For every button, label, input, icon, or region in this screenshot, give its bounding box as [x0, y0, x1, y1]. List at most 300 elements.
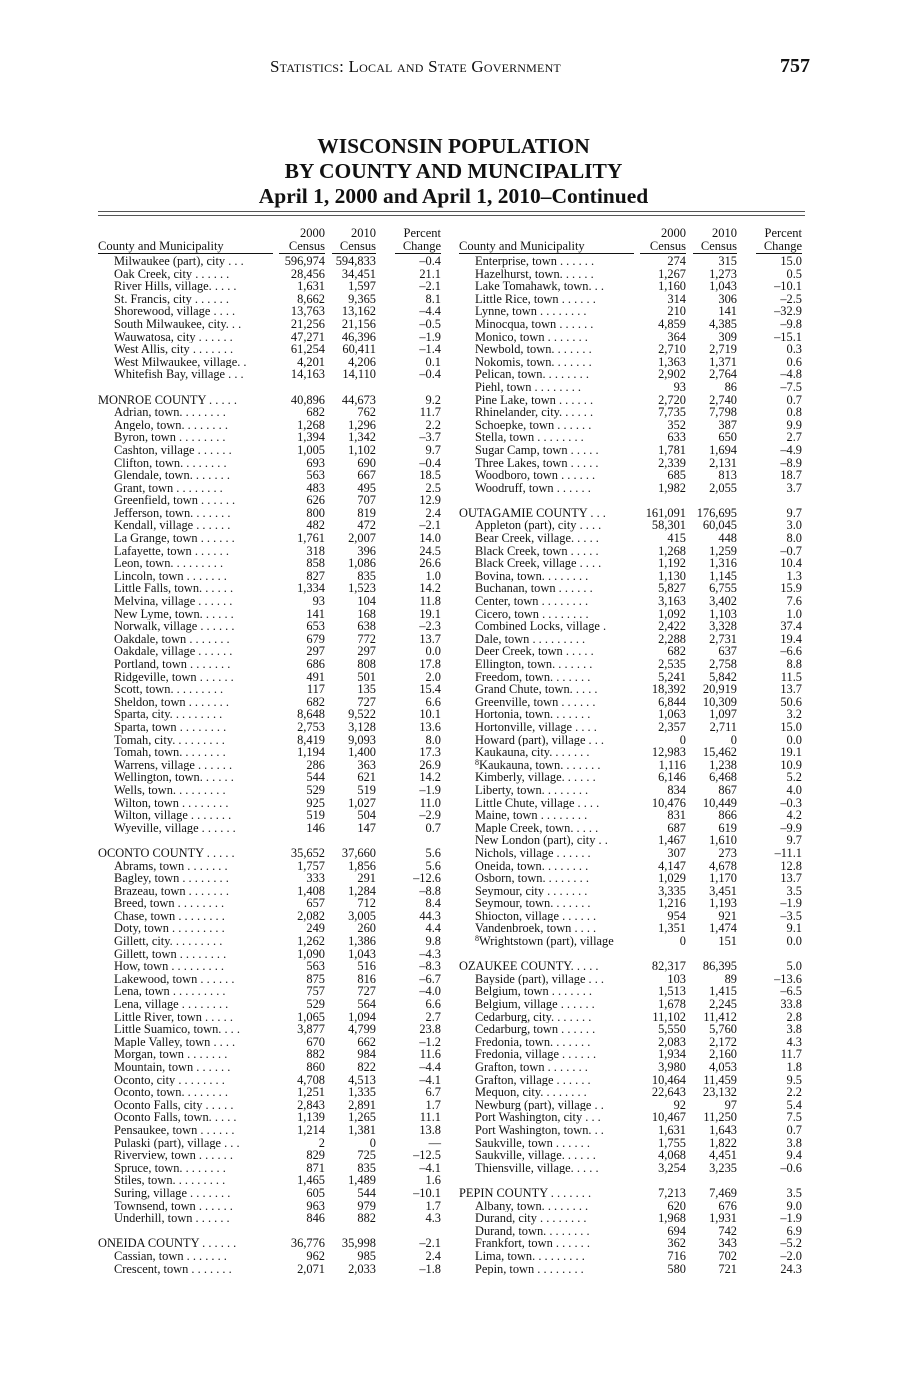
census-2000-cell: 563: [306, 959, 325, 974]
table-spacer: [98, 381, 443, 394]
name-text: Wauwatosa, city . . . . . .: [114, 330, 233, 344]
percent-change-cell: 9.1: [786, 921, 802, 936]
table-row: [459, 645, 804, 658]
census-2010-cell: 1,822: [709, 1135, 737, 1150]
census-2010-cell: 104: [357, 594, 376, 609]
census-2000-cell: 0: [679, 732, 686, 747]
percent-change-cell: 2.2: [786, 1085, 802, 1100]
census-2000-cell: 1,005: [297, 442, 325, 457]
census-2000-cell: 2,902: [658, 367, 686, 382]
census-2000-cell: 5,827: [658, 581, 686, 596]
census-2010-cell: 1,296: [348, 417, 376, 432]
name-text: West Milwaukee, village. .: [114, 355, 247, 369]
census-2000-cell: 563: [306, 468, 325, 483]
census-2000-cell: 1,968: [658, 1211, 686, 1226]
municipality-name: [459, 822, 634, 835]
census-2010-cell: 676: [718, 1198, 737, 1213]
census-2010-cell: 1,238: [709, 757, 737, 772]
census-2000-cell: 682: [667, 644, 686, 659]
municipality-name: [459, 784, 634, 797]
percent-change-cell: –9.8: [780, 316, 802, 331]
table-row: [98, 1124, 443, 1137]
percent-change-cell: –8.8: [419, 883, 441, 898]
municipality-name: [459, 1061, 634, 1074]
municipality-name: [98, 1149, 273, 1162]
municipality-name: [459, 368, 634, 381]
municipality-name: [459, 847, 634, 860]
name-text: Milwaukee (part), city . . .: [114, 255, 244, 268]
percent-change-cell: 9.2: [425, 392, 441, 407]
percent-change-cell: 6.6: [425, 997, 441, 1012]
census-2010-cell: 2,245: [709, 997, 737, 1012]
percent-change-cell: 17.3: [419, 745, 441, 760]
name-text: Seymour, town. . . . . . .: [475, 897, 591, 910]
municipality-name: [98, 809, 273, 822]
census-2000-cell: 1,334: [297, 581, 325, 596]
table-row: [98, 255, 443, 268]
table-row: [459, 922, 804, 935]
municipality-name: [98, 494, 273, 507]
table-row: [98, 797, 443, 810]
name-text: Little Chute, village . . . .: [475, 796, 600, 810]
census-2010-cell: 1,381: [348, 1122, 376, 1137]
percent-change-cell: 5.0: [786, 959, 802, 974]
table-row: [459, 1086, 804, 1099]
municipality-name: [98, 1250, 273, 1263]
name-text: Maple Creek, town. . . . .: [475, 821, 599, 835]
percent-change-cell: 9.4: [786, 1148, 802, 1163]
percent-change-cell: 9.8: [425, 934, 441, 949]
municipality-name: [98, 293, 273, 306]
census-2010-cell: 3,235: [709, 1160, 737, 1175]
table-row: [98, 633, 443, 646]
census-2010-cell: 1,284: [348, 883, 376, 898]
county-name: [459, 507, 634, 520]
municipality-name: [459, 620, 634, 633]
census-2010-cell: 7,798: [709, 405, 737, 420]
municipality-name: [459, 419, 634, 432]
census-2000-cell: 36,776: [290, 1236, 325, 1251]
percent-change-cell: –1.4: [419, 342, 441, 357]
table-row: [459, 1263, 804, 1276]
percent-change-cell: 23.8: [419, 1022, 441, 1037]
census-2000-cell: 529: [306, 997, 325, 1012]
census-2010-cell: 762: [357, 405, 376, 420]
name-text: Pensaukee, town . . . . . .: [114, 1123, 235, 1137]
name-text: Hortonville, village . . . .: [475, 720, 597, 734]
municipality-name: [459, 897, 634, 910]
percent-change-cell: –1.8: [419, 1261, 441, 1276]
census-2000-cell: 846: [306, 1211, 325, 1226]
percent-change-cell: 26.9: [419, 757, 441, 772]
census-2010-cell: 176,695: [696, 505, 737, 520]
census-2000-cell: 2,339: [658, 455, 686, 470]
name-text: Pine Lake, town . . . . . .: [475, 393, 594, 407]
table-rows-left: [98, 255, 443, 1275]
percent-change-cell: 13.8: [419, 1122, 441, 1137]
census-2010-cell: 867: [718, 782, 737, 797]
municipality-name: [98, 532, 273, 545]
name-text: Jefferson, town. . . . . . .: [114, 506, 231, 520]
census-2000-cell: 483: [306, 480, 325, 495]
name-text: St. Francis, city . . . . . .: [114, 292, 229, 306]
name-text: Cassian, town . . . . . . .: [114, 1249, 227, 1263]
table-rows-right: [459, 255, 804, 1275]
census-2010-cell: 9,522: [348, 707, 376, 722]
municipality-name: [98, 985, 273, 998]
table-row: [459, 998, 804, 1011]
name-text: South Milwaukee, city. . .: [114, 317, 242, 331]
percent-change-cell: –6.7: [419, 971, 441, 986]
census-2010-cell: 2,131: [709, 455, 737, 470]
percent-change-cell: –2.0: [780, 1248, 802, 1263]
census-2010-cell: 1,259: [709, 543, 737, 558]
census-2010-cell: 835: [357, 1160, 376, 1175]
municipality-name: [459, 582, 634, 595]
table-row: [459, 620, 804, 633]
table-row: [459, 822, 804, 835]
census-2010-cell: 3,328: [709, 619, 737, 634]
percent-change-cell: 12.9: [419, 493, 441, 508]
census-2010-cell: 1,931: [709, 1211, 737, 1226]
census-2000-cell: 1,194: [297, 745, 325, 760]
census-2010-cell: 291: [357, 871, 376, 886]
municipality-name: [459, 482, 634, 495]
percent-change-cell: –12.6: [413, 871, 441, 886]
municipality-name: [98, 305, 273, 318]
percent-change-cell: 7.6: [786, 594, 802, 609]
municipality-name: [459, 595, 634, 608]
census-2010-cell: 135: [357, 682, 376, 697]
name-text: Grafton, village . . . . . .: [475, 1073, 591, 1087]
county-row: [98, 1237, 443, 1250]
table-row: [98, 419, 443, 432]
county-row: [459, 507, 804, 520]
municipality-name: [98, 331, 273, 344]
census-2000-cell: 3,254: [658, 1160, 686, 1175]
name-text: OCONTO COUNTY . . . . .: [98, 846, 235, 860]
name-text: Oconto, city . . . . . . . .: [114, 1073, 225, 1087]
municipality-name: [459, 1111, 634, 1124]
table-row: [459, 1237, 804, 1250]
percent-change-cell: –0.3: [780, 795, 802, 810]
percent-change-cell: 14.2: [419, 581, 441, 596]
table-row: [459, 834, 804, 847]
municipality-name: [459, 1149, 634, 1162]
municipality-name: [459, 1011, 634, 1024]
table-row: [459, 1250, 804, 1263]
percent-change-cell: 19.1: [780, 745, 802, 760]
census-2000-cell: 1,130: [658, 568, 686, 583]
census-2010-cell: 984: [357, 1047, 376, 1062]
municipality-name: [459, 1086, 634, 1099]
census-2010-cell: 309: [718, 329, 737, 344]
percent-change-cell: 0.0: [786, 732, 802, 747]
table-row: [459, 444, 804, 457]
census-2000-cell: 1,267: [658, 266, 686, 281]
census-2000-cell: 685: [667, 468, 686, 483]
census-2010-cell: 2,758: [709, 657, 737, 671]
name-text: Bagley, town . . . . . . . .: [114, 872, 229, 885]
census-2000-cell: 529: [306, 782, 325, 797]
census-2000-cell: 61,254: [290, 342, 325, 357]
name-text: Norwalk, village . . . . . .: [114, 620, 235, 633]
name-text: Melvina, village . . . . . .: [114, 595, 233, 608]
percent-change-cell: –32.9: [774, 304, 802, 319]
census-2000-cell: 364: [667, 329, 686, 344]
municipality-name: [459, 696, 634, 709]
census-2000-cell: 103: [667, 971, 686, 986]
name-text: Rhinelander, city. . . . . .: [475, 406, 594, 419]
table-row: [459, 469, 804, 482]
census-2010-cell: 662: [357, 1034, 376, 1049]
municipality-name: [459, 1048, 634, 1061]
municipality-name: [98, 255, 273, 268]
municipality-name: [98, 557, 273, 570]
table-row: [459, 1225, 804, 1238]
percent-change-cell: 37.4: [780, 619, 802, 634]
name-text: Black Creek, town . . . . .: [475, 544, 599, 558]
name-text: Saukville, village. . . . . .: [475, 1149, 596, 1162]
census-2010-cell: 882: [357, 1211, 376, 1226]
table-row: [98, 897, 443, 910]
percent-change-cell: 9.7: [425, 442, 441, 457]
table-row: [459, 1023, 804, 1036]
percent-change-cell: 24.5: [419, 543, 441, 558]
census-2000-cell: 2,288: [658, 631, 686, 646]
name-text: Pulaski (part), village . . .: [114, 1136, 240, 1150]
census-2010-cell: 60,411: [342, 342, 376, 357]
column-header-2000: 2000 Census: [640, 227, 686, 254]
census-2010-cell: 1,027: [348, 795, 376, 810]
census-2010-cell: 7,469: [709, 1185, 737, 1200]
title-rule-double: [98, 215, 805, 216]
percent-change-cell: 15.0: [780, 254, 802, 268]
municipality-name: [459, 809, 634, 822]
name-text: Angelo, town. . . . . . . .: [114, 418, 228, 432]
census-2010-cell: 11,412: [703, 1009, 737, 1024]
name-text: MONROE COUNTY . . . . .: [98, 393, 237, 407]
census-2000-cell: 679: [306, 631, 325, 646]
municipality-name: [459, 406, 634, 419]
census-2010-cell: 396: [357, 543, 376, 558]
census-2000-cell: 22,643: [651, 1085, 686, 1100]
municipality-name: [98, 960, 273, 973]
census-2010-cell: 6,755: [709, 581, 737, 596]
census-2010-cell: 1,342: [348, 430, 376, 445]
census-2010-cell: 151: [718, 934, 737, 949]
county-name: [98, 394, 273, 407]
percent-change-cell: –4.9: [780, 442, 802, 457]
municipality-name: [459, 1250, 634, 1263]
percent-change-cell: –0.4: [419, 455, 441, 470]
municipality-name: [98, 973, 273, 986]
municipality-name: [459, 570, 634, 583]
table-row: [459, 419, 804, 432]
census-2000-cell: 8,662: [297, 291, 325, 306]
census-2000-cell: 834: [667, 782, 686, 797]
name-text: Appleton (part), city . . . .: [475, 519, 602, 533]
name-text: Oconto, town. . . . . . . .: [114, 1086, 228, 1099]
census-2000-cell: 6,146: [658, 770, 686, 785]
table-row: [459, 406, 804, 419]
percent-change-cell: 5.2: [786, 770, 802, 785]
name-text: Durand, city . . . . . . . .: [475, 1212, 587, 1225]
census-2000-cell: 827: [306, 568, 325, 583]
name-text: Wellington, town. . . . . .: [114, 771, 234, 784]
percent-change-cell: 11.8: [419, 594, 441, 609]
percent-change-cell: 0.6: [786, 354, 802, 369]
census-2000-cell: 860: [306, 1060, 325, 1074]
census-2000-cell: 800: [306, 505, 325, 520]
table-header: [98, 228, 443, 254]
table-row: [98, 532, 443, 545]
census-2000-cell: 8,648: [297, 707, 325, 722]
percent-change-cell: 13.7: [419, 631, 441, 646]
census-2000-cell: 3,335: [658, 883, 686, 898]
census-2010-cell: 1,265: [348, 1110, 376, 1125]
table-row: [459, 431, 804, 444]
census-2010-cell: 3,128: [348, 719, 376, 734]
name-text: ONEIDA COUNTY . . . . . .: [98, 1237, 237, 1250]
name-text: Kaukauna, town. . . . . . .: [479, 758, 601, 772]
census-2010-cell: 1,597: [348, 279, 376, 294]
table-row: [459, 1061, 804, 1074]
column-header-name: County and Municipality: [98, 240, 273, 254]
census-2000-cell: 6,844: [658, 694, 686, 709]
percent-change-cell: –3.5: [780, 908, 802, 923]
census-2010-cell: 0: [730, 732, 737, 747]
name-text: Underhill, town . . . . . .: [114, 1212, 230, 1225]
census-2000-cell: 4,859: [658, 316, 686, 331]
name-text: Fredonia, town. . . . . . .: [475, 1035, 591, 1049]
title-line-3: April 1, 2000 and April 1, 2010–Continued: [258, 184, 649, 208]
table-row: [98, 368, 443, 381]
page-number: 757: [780, 55, 810, 77]
census-2000-cell: 482: [306, 518, 325, 533]
percent-change-cell: 15.9: [780, 581, 802, 596]
table-row: [98, 305, 443, 318]
census-2010-cell: 727: [357, 984, 376, 999]
municipality-name: [98, 595, 273, 608]
census-2000-cell: 28,456: [290, 266, 325, 281]
municipality-name: [459, 885, 634, 898]
name-text: Oakdale, village . . . . . .: [114, 645, 233, 658]
municipality-name: [98, 343, 273, 356]
municipality-name: [98, 1174, 273, 1187]
census-2010-cell: 835: [357, 568, 376, 583]
name-text: Hortonia, town. . . . . . .: [475, 708, 591, 721]
table-row: [459, 545, 804, 558]
name-text: Portland, town . . . . . . .: [114, 658, 231, 671]
name-text: Warrens, village . . . . . .: [114, 758, 233, 772]
percent-change-cell: 4.0: [786, 782, 802, 797]
municipality-name: [459, 519, 634, 532]
municipality-name: [459, 280, 634, 293]
municipality-name: [459, 658, 634, 671]
municipality-name: [459, 1023, 634, 1036]
municipality-name: [98, 759, 273, 772]
percent-change-cell: 9.5: [786, 1072, 802, 1087]
table-row: [98, 1263, 443, 1276]
column-header-2010: 2010 Census: [693, 227, 737, 254]
table-row: [98, 1111, 443, 1124]
name-text: Scott, town. . . . . . . . .: [114, 683, 224, 696]
census-2010-cell: 3,451: [709, 883, 737, 898]
census-2000-cell: 2,422: [658, 619, 686, 634]
name-text: La Grange, town . . . . . .: [114, 532, 235, 545]
census-2000-cell: 10,464: [651, 1072, 686, 1087]
percent-change-cell: 4.3: [425, 1211, 441, 1226]
percent-change-cell: –8.9: [780, 455, 802, 470]
municipality-name: [98, 1124, 273, 1137]
percent-change-cell: 0.7: [786, 392, 802, 407]
municipality-name: [98, 683, 273, 696]
table-row: [98, 809, 443, 822]
municipality-name: [459, 1237, 634, 1250]
census-2010-cell: 979: [357, 1198, 376, 1213]
municipality-name: [98, 582, 273, 595]
municipality-name: [98, 872, 273, 885]
percent-change-cell: 2.8: [786, 1009, 802, 1024]
percent-change-cell: 6.6: [425, 694, 441, 709]
table-row: [459, 671, 804, 684]
table-header: [459, 228, 804, 254]
table-row: [459, 368, 804, 381]
census-2010-cell: 1,043: [348, 946, 376, 961]
census-2010-cell: 866: [718, 808, 737, 823]
municipality-name: [459, 746, 634, 759]
census-2010-cell: 44,673: [341, 392, 376, 407]
table-row: [459, 847, 804, 860]
census-2000-cell: 58,301: [651, 518, 686, 533]
percent-change-cell: 0.1: [425, 354, 441, 369]
percent-change-cell: 5.6: [425, 845, 441, 860]
municipality-name: [459, 381, 634, 394]
percent-change-cell: 2.7: [425, 1009, 441, 1024]
percent-change-cell: 3.8: [786, 1022, 802, 1037]
census-2010-cell: 1,170: [709, 871, 737, 886]
census-2000-cell: 686: [306, 657, 325, 671]
census-2000-cell: 415: [667, 531, 686, 546]
percent-change-cell: 18.7: [780, 468, 802, 483]
table-row: [98, 268, 443, 281]
name-text: Gillett, town . . . . . . . .: [114, 947, 227, 961]
table-row: [98, 771, 443, 784]
name-text: Kimberly, village. . . . . .: [475, 771, 596, 784]
census-2000-cell: 307: [667, 845, 686, 860]
name-text: Lima, town. . . . . . . . .: [475, 1249, 585, 1263]
name-text: Shorewood, village . . . .: [114, 305, 236, 318]
name-text: Wilton, town . . . . . . . .: [114, 796, 229, 810]
percent-change-cell: 5.6: [425, 858, 441, 873]
column-header-percent: Percent Change: [756, 227, 802, 254]
census-2010-cell: 2,764: [709, 367, 737, 382]
percent-change-cell: –10.1: [413, 1185, 441, 1200]
census-2010-cell: 712: [357, 896, 376, 911]
percent-change-cell: –1.9: [780, 1211, 802, 1226]
municipality-name: [98, 734, 273, 747]
census-2010-cell: 1,415: [709, 984, 737, 999]
census-2000-cell: 963: [306, 1198, 325, 1213]
municipality-name: [459, 759, 634, 772]
census-2000-cell: 1,063: [658, 707, 686, 722]
census-2010-cell: 1,523: [348, 581, 376, 596]
municipality-name: [459, 797, 634, 810]
percent-change-cell: 1.0: [425, 568, 441, 583]
name-text: Suring, village . . . . . . .: [114, 1186, 231, 1200]
county-row: [98, 394, 443, 407]
